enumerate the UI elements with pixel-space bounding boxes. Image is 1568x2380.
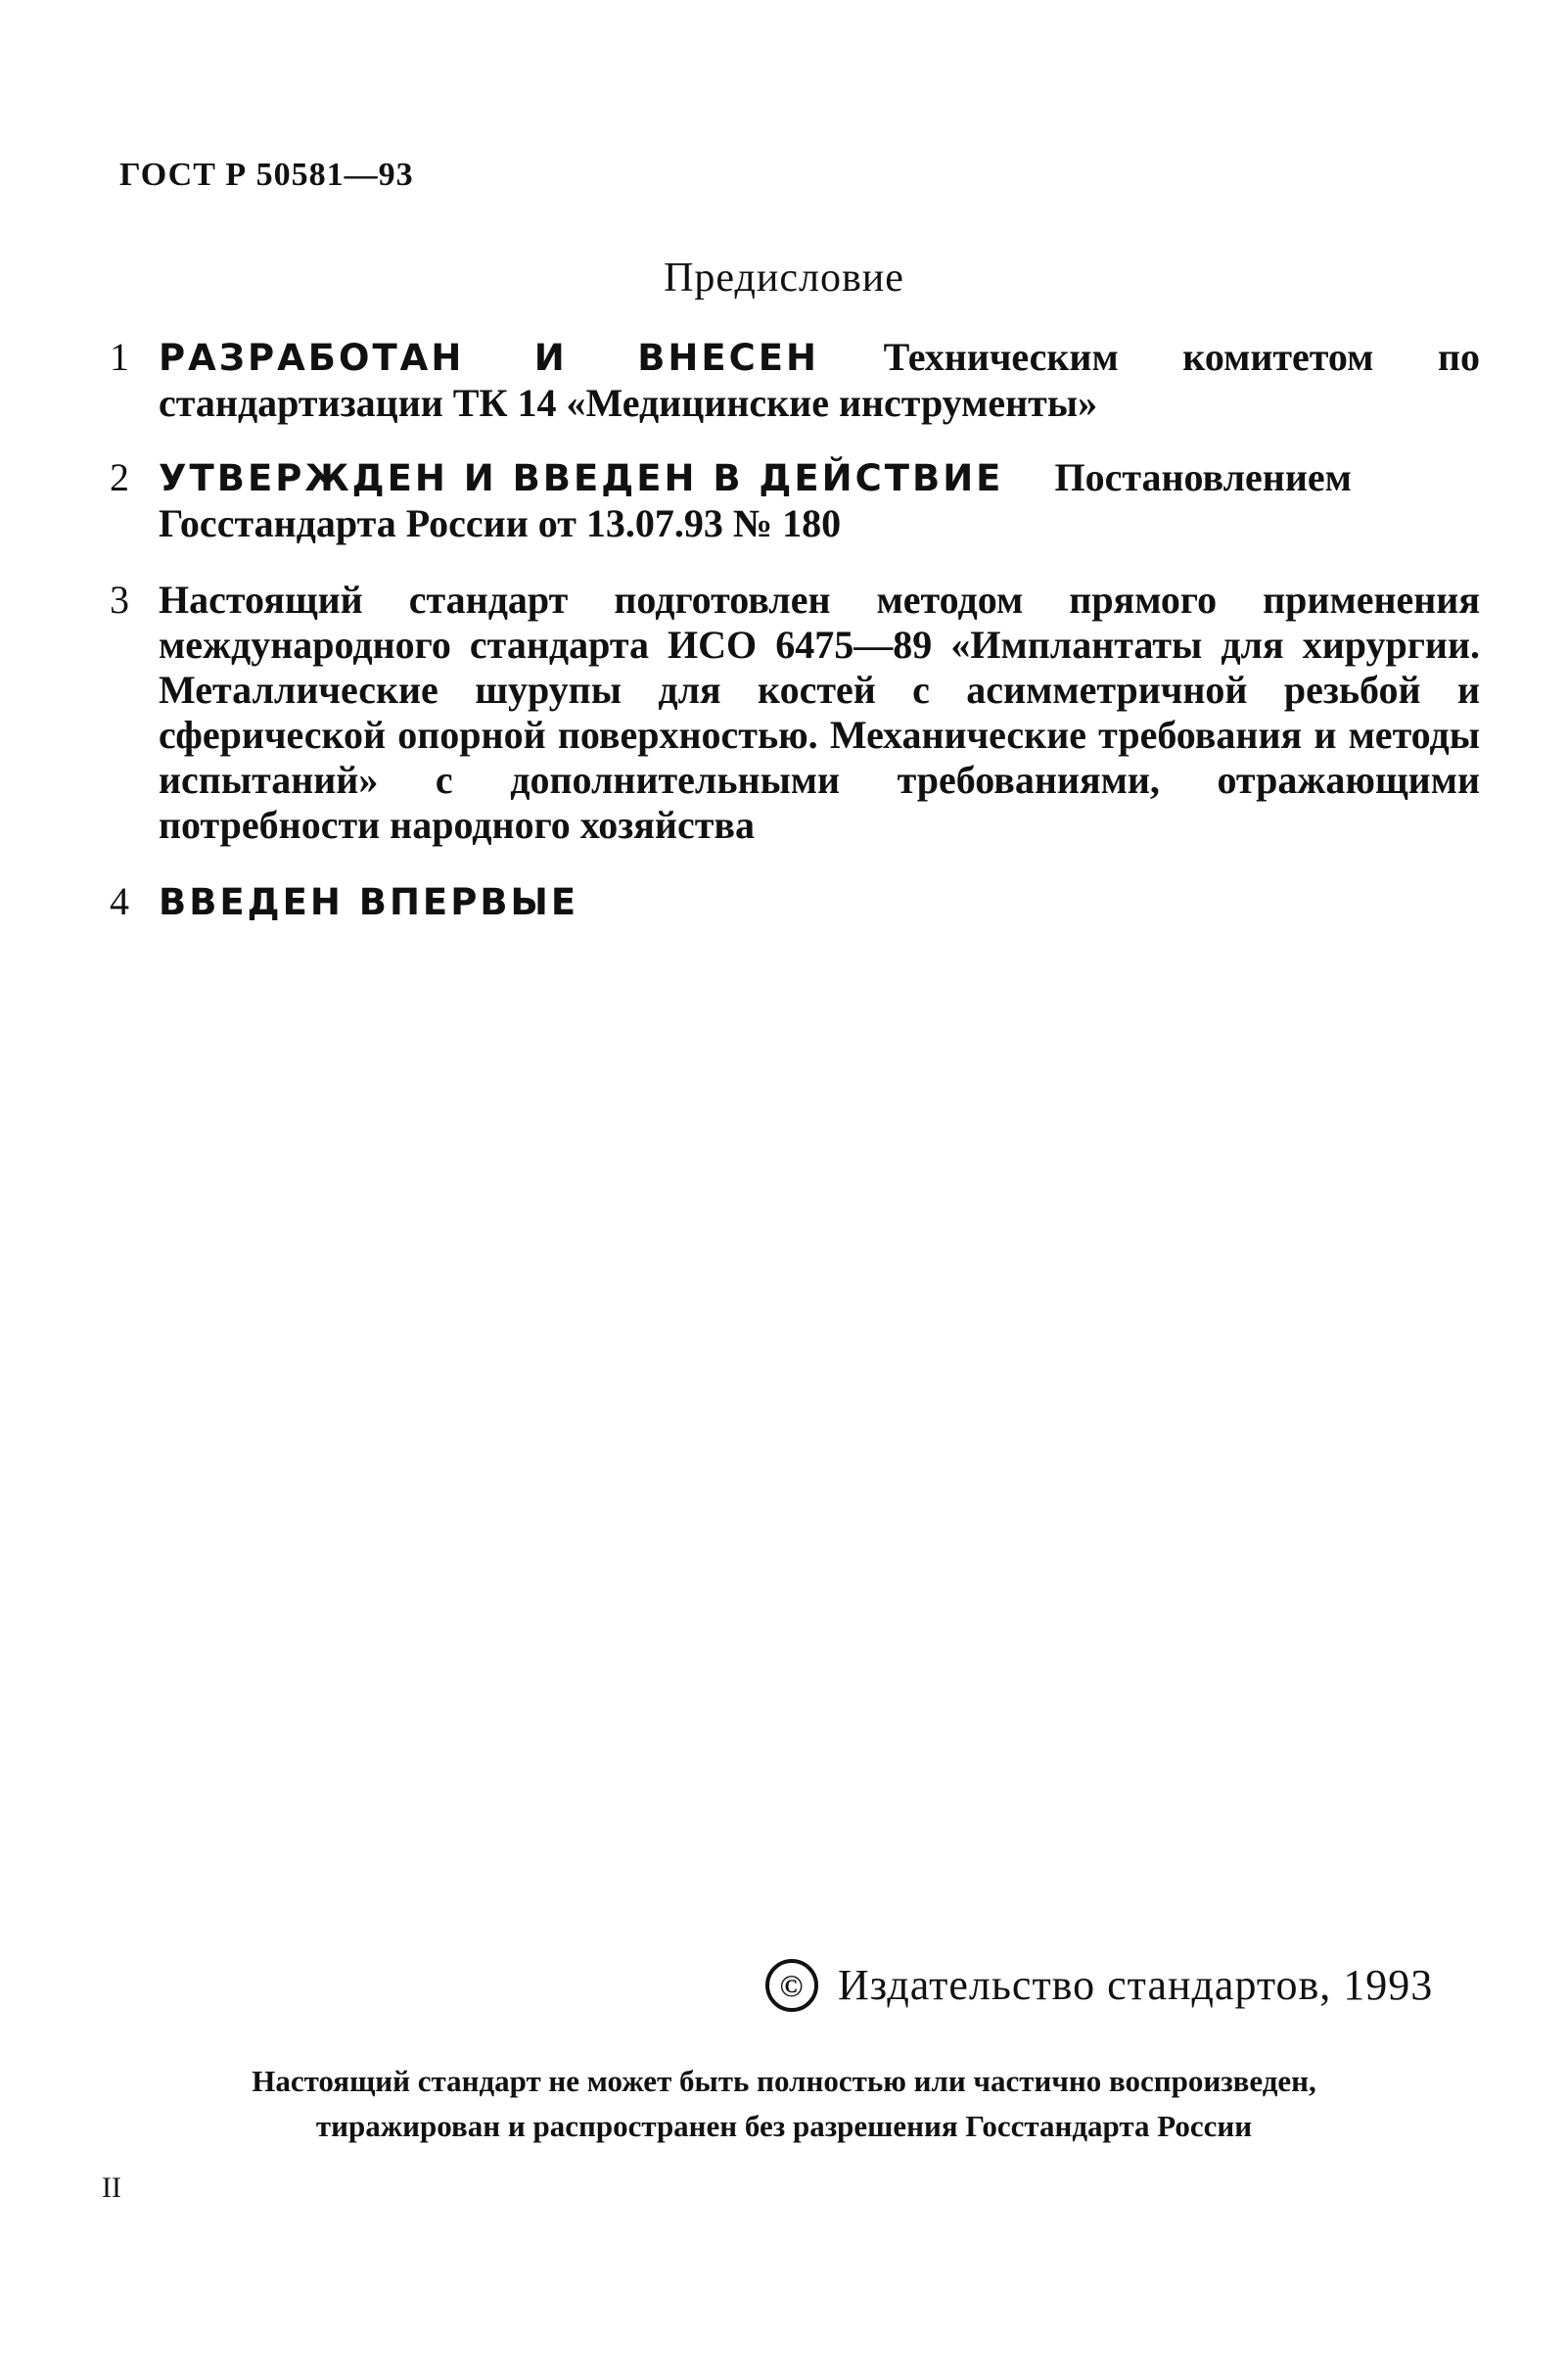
item-number: 4 [110, 879, 129, 923]
item-text: Постановлением Госстандарта России от 13.07.93 № 180 [159, 455, 1352, 545]
notice-line-1: Настоящий стандарт не может быть полностью или частично воспроизведен, [252, 2064, 1316, 2098]
item-text: Техническим комитетом по стандартизации ТК 14 «Медицинские инструменты» [159, 335, 1481, 425]
item-lead: УТВЕРЖДЕН И ВВЕДЕН В ДЕЙСТВИЕ [159, 457, 1004, 499]
reproduction-notice [0, 2059, 1568, 2149]
item-number: 2 [110, 455, 129, 499]
item-number: 3 [110, 578, 129, 622]
copyright-icon: © [765, 1959, 818, 2012]
document-code: ГОСТ Р 50581—93 [119, 157, 414, 193]
item-number: 1 [110, 335, 129, 379]
preface-title: Предисловие [664, 256, 904, 301]
item-text: Настоящий стандарт подготовлен методом прямого применения международного стандарта ИСО 6475—89 «Имплантаты для хирургии. Металлические шурупы для костей с асимметричной резьбой и сферической опорной поверхностью. Механические требования и методы испытаний» с дополнительными требованиями, отражающими потребности народного хозяйства [159, 578, 1480, 847]
preface-item-3 [110, 578, 1480, 848]
copyright-line [765, 1960, 1433, 2016]
item-lead: ВВЕДЕН ВПЕРВЫЕ [159, 881, 579, 923]
copyright-text: Издательство стандартов, 1993 [838, 1961, 1434, 2009]
preface-item-2 [110, 455, 1480, 546]
preface-item-1 [110, 335, 1480, 426]
item-lead: РАЗРАБОТАН И ВНЕСЕН [159, 337, 820, 379]
preface-item-4 [110, 879, 1480, 925]
page-number: II [102, 2171, 121, 2204]
notice-line-2: тиражирован и распространен без разрешения Госстандарта России [315, 2109, 1253, 2143]
